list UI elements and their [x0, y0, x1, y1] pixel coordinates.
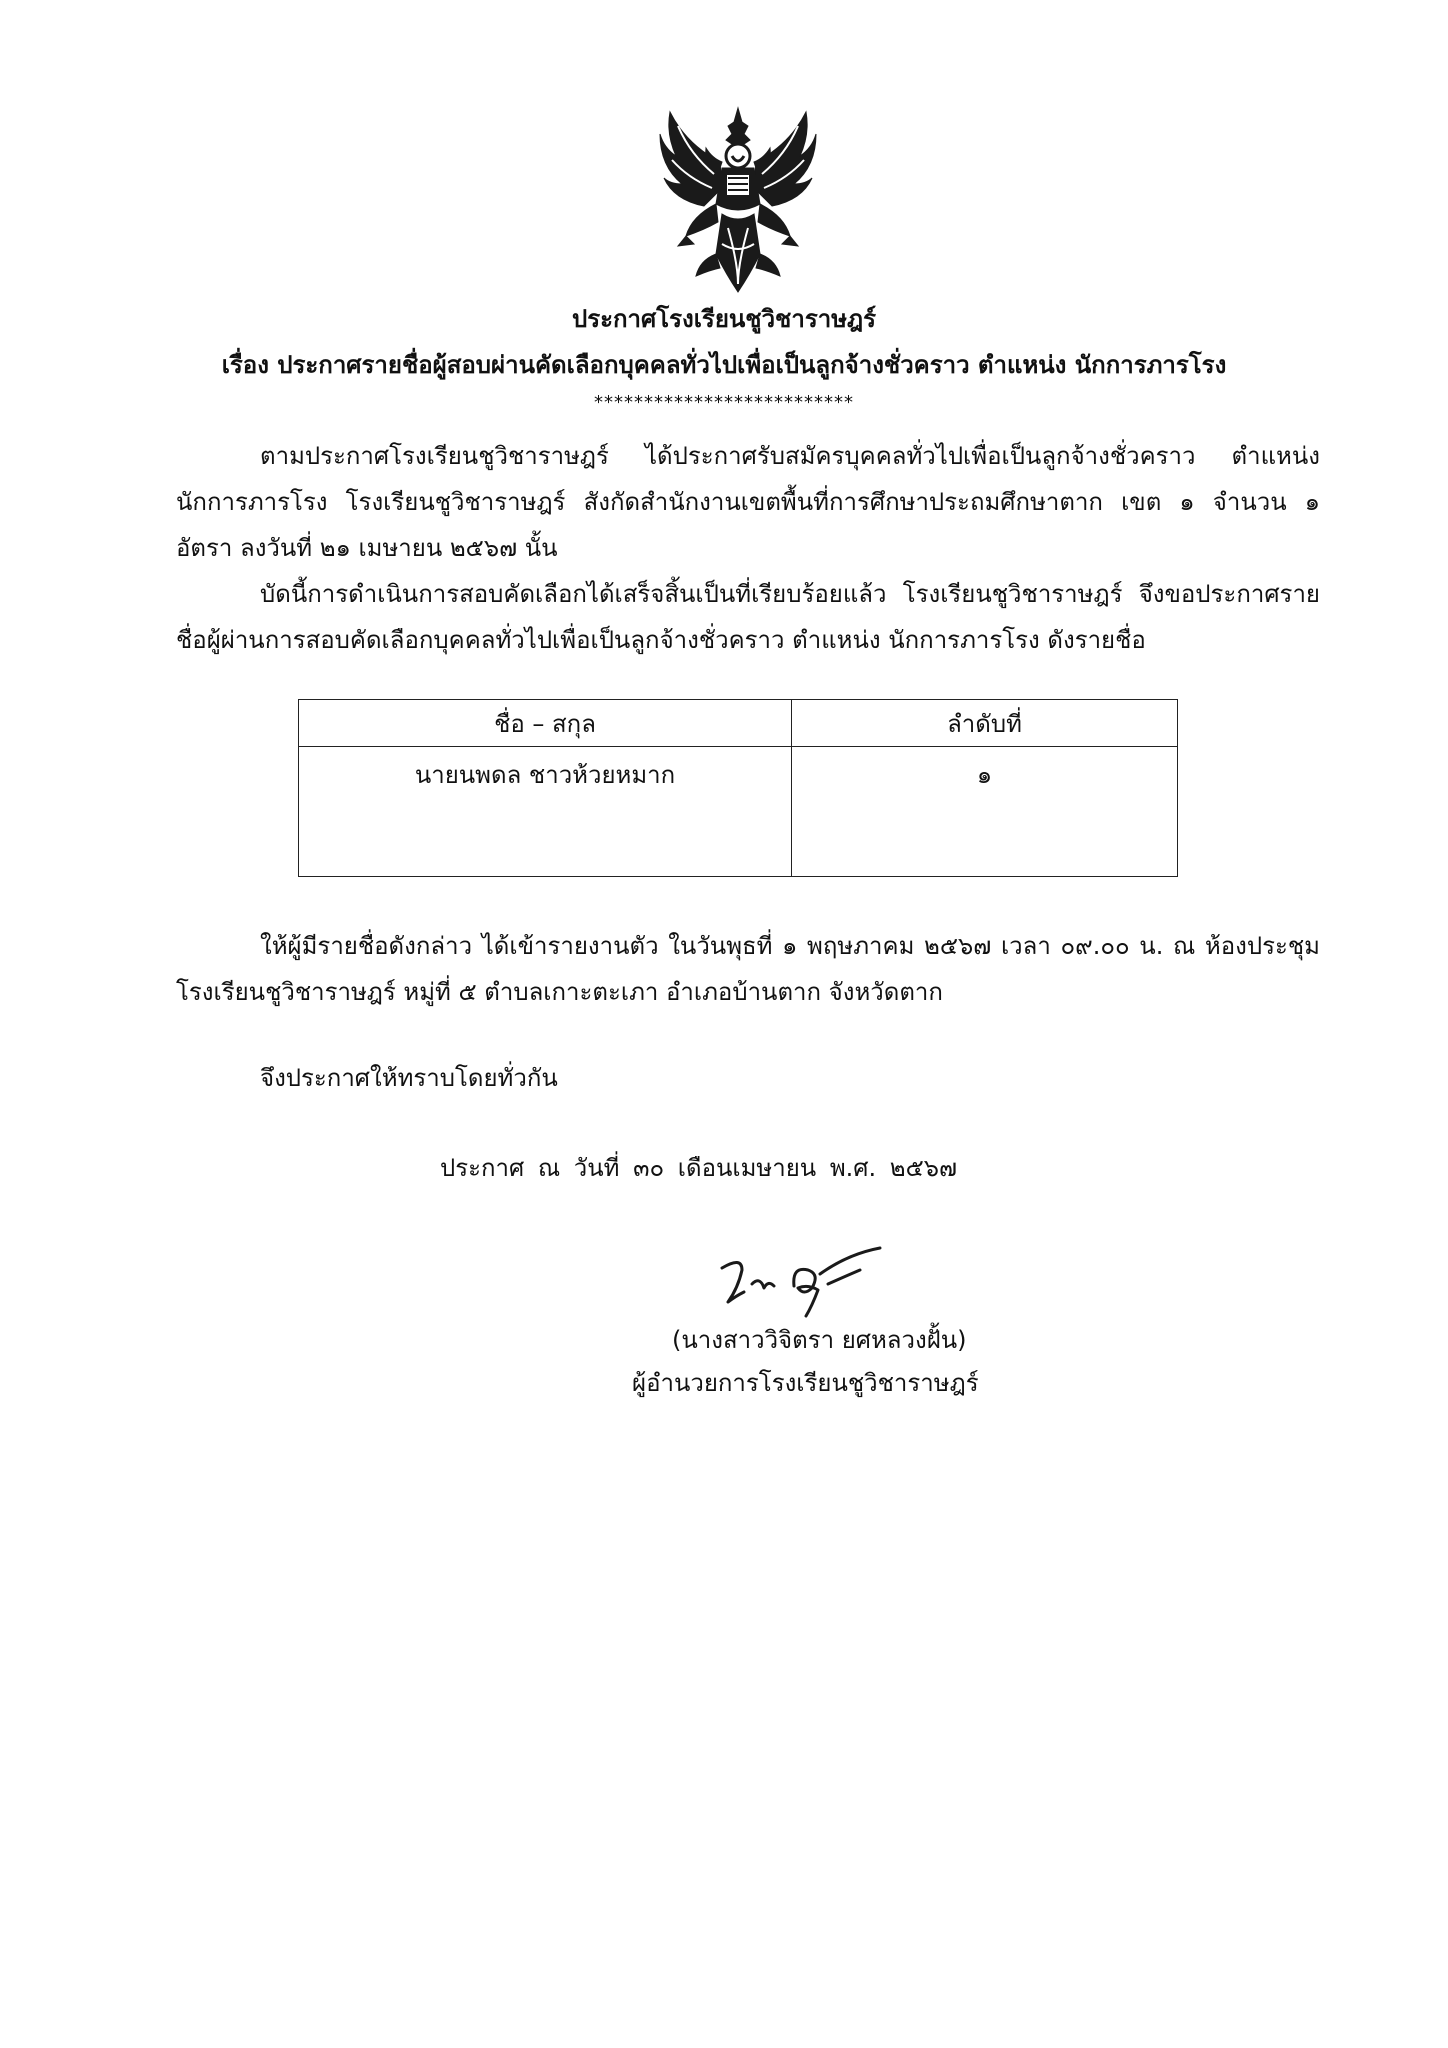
header-rank: ลำดับที่ — [792, 700, 1178, 747]
candidate-rank: ๑ — [792, 747, 1178, 877]
passed-candidates-table — [298, 699, 1178, 877]
announcement-subject: เรื่อง ประกาศรายชื่อผู้สอบผ่านคัดเลือกบุคคลทั่วไปเพื่อเป็นลูกจ้างชั่วคราว ตำแหน่ง นักการภารโรง — [221, 351, 1227, 379]
signer-position: ผู้อำนวยการโรงเรียนชูวิชาราษฎร์ — [632, 1369, 979, 1397]
header-name: ชื่อ – สกุล — [299, 700, 792, 747]
table-row — [299, 747, 1178, 877]
handwritten-signature-icon — [708, 1240, 908, 1320]
divider: ************************** — [594, 392, 854, 413]
signer-name: (นางสาววิจิตรา ยศหลวงฝั้น) — [672, 1326, 967, 1354]
paragraph-result: บัดนี้การดำเนินการสอบคัดเลือกได้เสร็จสิ้นเป็นที่เรียบร้อยแล้ว โรงเรียนชูวิชาราษฎร์ จึงขอประกาศรายชื่อผู้ผ่านการสอบคัดเลือกบุคคลทั่วไปเพื่อเป็นลูกจ้างชั่วคราว ตำแหน่ง นักการภารโรง ดังรายชื่อ — [176, 580, 1320, 654]
garuda-emblem-icon — [656, 104, 820, 296]
announcement-title: ประกาศโรงเรียนชูวิชาราษฎร์ — [571, 305, 877, 333]
announcement-date: ประกาศ ณ วันที่ ๓๐ เดือนเมษายน พ.ศ. ๒๕๖๗ — [440, 1154, 958, 1182]
paragraph-closing: จึงประกาศให้ทราบโดยทั่วกัน — [260, 1064, 558, 1092]
table-header-row — [299, 700, 1178, 747]
candidate-name: นายนพดล ชาวห้วยหมาก — [299, 747, 792, 877]
paragraph-report-instruction: ให้ผู้มีรายชื่อดังกล่าว ได้เข้ารายงานตัว ในวันพุธที่ ๑ พฤษภาคม ๒๕๖๗ เวลา ๐๙.๐๐ น. ณ ห้องประชุมโรงเรียนชูวิชาราษฎร์ หมู่ที่ ๕ ตำบลเกาะตะเภา อำเภอบ้านตาก จังหวัดตาก — [176, 932, 1320, 1006]
paragraph-recruitment: ตามประกาศโรงเรียนชูวิชาราษฎร์ ได้ประกาศรับสมัครบุคคลทั่วไปเพื่อเป็นลูกจ้างชั่วคราว ตำแหน่ง นักการภารโรง โรงเรียนชูวิชาราษฎร์ สังกัดสำนักงานเขตพื้นที่การศึกษาประถมศึกษาตาก เขต ๑ จำนวน ๑ อัตรา ลงวันที่ ๒๑ เมษายน ๒๕๖๗ นั้น — [176, 442, 1320, 562]
